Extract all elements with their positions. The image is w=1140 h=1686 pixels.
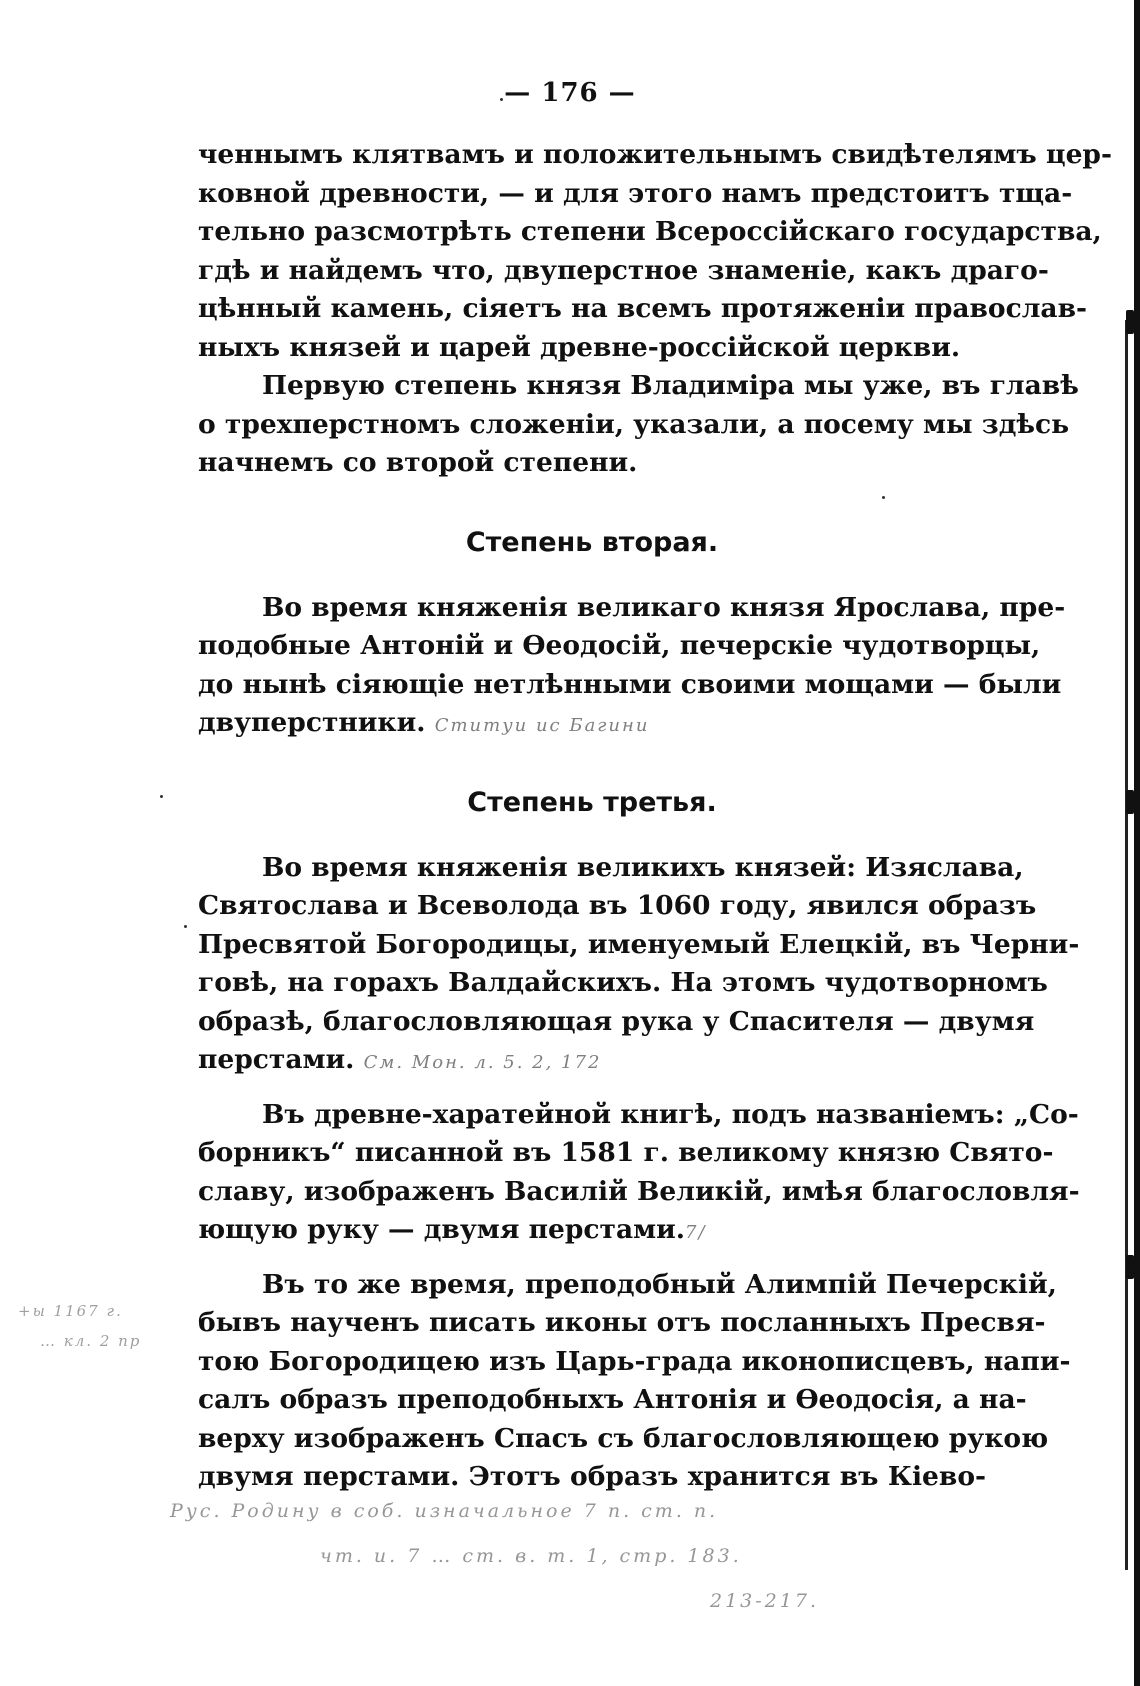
bottom-handwritten-note: Рус. Родину в соб. изначальное 7 п. ст. п. (170, 1500, 719, 1522)
spacer (198, 1080, 986, 1096)
spacer (198, 743, 986, 783)
text-fragment: перстами. (198, 1044, 355, 1075)
spacer (198, 1250, 986, 1266)
page-edge-shadow (1134, 0, 1140, 1686)
text-line-with-note (198, 1041, 986, 1080)
page-edge-line (1125, 320, 1128, 1570)
text-line: ныхъ князей и царей древне-россійской церкви. (198, 331, 961, 363)
text-line: ченнымъ клятвамъ и положительнымъ свидѣтелямъ цер- (198, 139, 1112, 170)
text-line: Пресвятой Богородицы, именуемый Елецкій, въ Черни- (198, 928, 1080, 960)
spacer (198, 563, 986, 589)
paragraph-second-degree (198, 589, 1066, 743)
text-line: Въ древне-харатейной книгѣ, подъ названіемъ: „Со- (262, 1098, 1079, 1130)
margin-note: +ы 1167 г. (18, 1302, 123, 1320)
text-line: Святослава и Всеволода въ 1060 году, явился образъ (198, 890, 1037, 921)
text-line: о трехперстномъ сложеніи, указали, а посему мы здѣсь (198, 408, 1070, 440)
paragraph-sobornik (198, 1096, 1080, 1250)
text-line: бывъ наученъ писать иконы отъ посланныхъ Пресвя- (198, 1307, 1046, 1338)
text-line: славу, изображенъ Василій Великій, имѣя благословля- (198, 1175, 1080, 1207)
spacer (198, 483, 986, 523)
text-fragment: двуперстники. (198, 707, 426, 738)
bottom-handwritten-note: чт. и. 7 … ст. в. т. 1, стр. 183. (320, 1545, 742, 1567)
handwritten-note: См. Мон. л. 5. 2, 172 (363, 1052, 602, 1073)
text-line: говѣ, на горахъ Валдайскихъ. На этомъ чудотворномъ (198, 967, 1048, 998)
heading-third-degree: Степень третья. (467, 786, 717, 818)
text-line: начнемъ со второй степени. (198, 447, 638, 478)
margin-note: … кл. 2 пр (40, 1332, 142, 1350)
text-line: до нынѣ сіяющіе нетлѣнными своими мощами — были (198, 668, 1062, 700)
edge-mark (1126, 790, 1134, 814)
paragraph-first-degree (198, 367, 1079, 483)
paragraph-third-degree (198, 849, 1080, 1080)
text-fragment: ющую руку — двумя перстами. (198, 1214, 686, 1245)
speck (160, 795, 163, 798)
text-line-with-note (198, 1211, 986, 1250)
text-line: подобные Антоній и Ѳеодосій, печерскіе чудотворцы, (198, 630, 1041, 661)
text-line: Въ то же время, преподобный Алимпій Печерскій, (262, 1268, 1057, 1300)
text-line: цѣнный камень, сіяетъ на всемъ протяженіи православ- (198, 293, 1088, 324)
paragraph-alimpiy (198, 1266, 1071, 1497)
text-line: Во время княженія великаго князя Ярослава, пре- (262, 591, 1066, 623)
speck (184, 925, 187, 928)
paragraph-intro (198, 136, 1112, 367)
handwritten-note: Ституи ис Багини (434, 715, 650, 736)
text-line: Первую степень князя Владиміра мы уже, въ главѣ (262, 370, 1079, 401)
spacer (198, 823, 986, 849)
text-line: тою Богородицею изъ Царь-града иконописцевъ, напи- (198, 1345, 1071, 1377)
text-line: ковной древности, — и для этого намъ предстоитъ тща- (198, 177, 1073, 209)
text-column (198, 136, 1112, 1497)
page-number: — 176 — (504, 78, 636, 108)
edge-mark (1126, 1255, 1134, 1279)
heading-second-degree: Степень вторая. (465, 526, 719, 558)
text-line: Во время княженія великихъ князей: Изяслава, (262, 851, 1024, 883)
text-line: образѣ, благословляющая рука у Спасителя — двумя (198, 1005, 1035, 1037)
text-line: тельно разсмотрѣть степени Всероссійскаго государства, (198, 216, 1102, 247)
text-line: верху изображенъ Спасъ съ благословляющею рукою (198, 1422, 1049, 1454)
text-line: двумя перстами. Этотъ образъ хранится въ Кіево- (198, 1461, 986, 1492)
edge-mark (1126, 310, 1134, 334)
text-line: борникъ“ писанной въ 1581 г. великому князю Свято- (198, 1137, 1054, 1168)
text-line: салъ образъ преподобныхъ Антонія и Ѳеодосія, а на- (198, 1384, 1027, 1415)
text-line-with-note (198, 704, 986, 743)
text-line: гдѣ и найдемъ что, двуперстное знаменіе, какъ драго- (198, 254, 1049, 286)
bottom-handwritten-note: 213-217. (710, 1590, 819, 1612)
handwritten-note: 7/ (685, 1222, 707, 1243)
